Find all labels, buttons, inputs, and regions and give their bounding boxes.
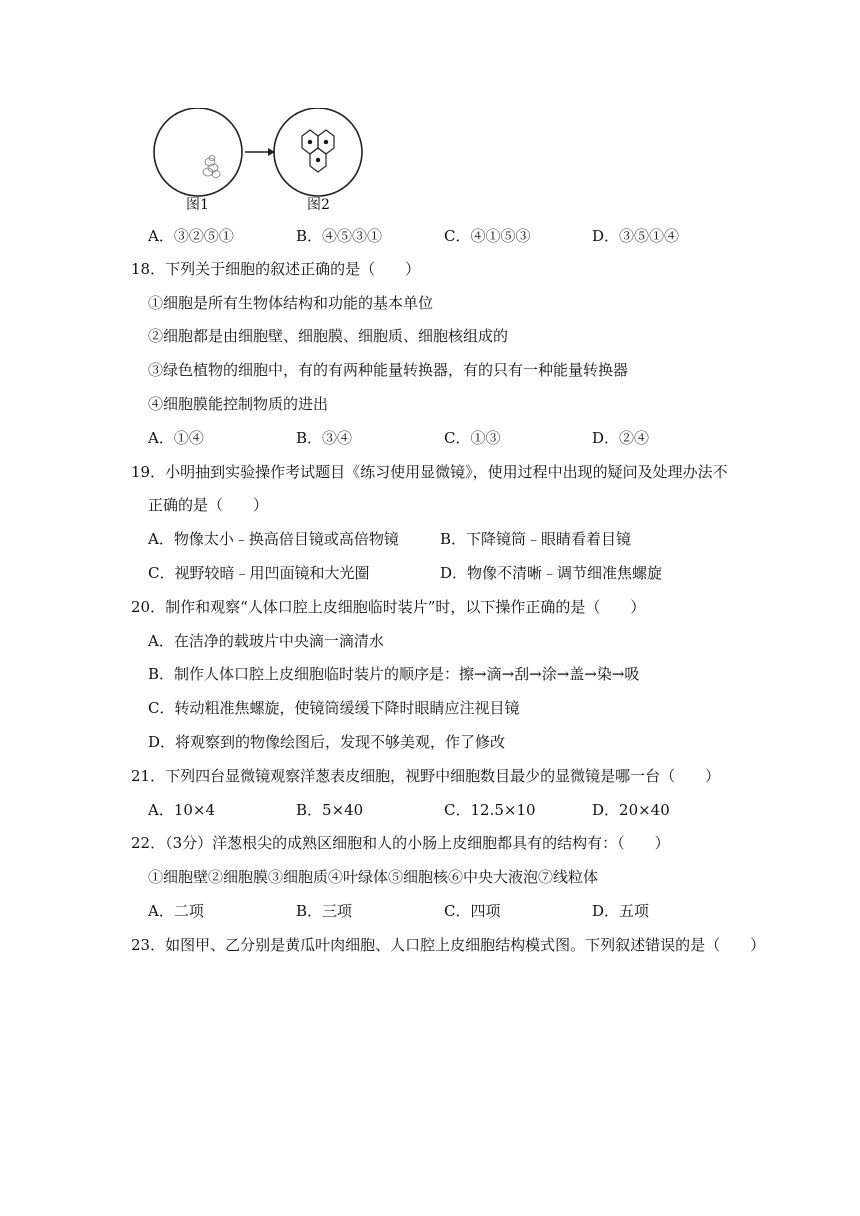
field-circle-2: [274, 108, 362, 196]
figure-label-2: 图2: [307, 197, 330, 213]
q20-option-b: B．制作人体口腔上皮细胞临时装片的顺序是：擦→滴→刮→涂→盖→染→吸: [148, 665, 640, 683]
q19-stem-line1: 19．小明抽到实验操作考试题目《练习使用显微镜》，使用过程中出现的疑问及处理办法不: [131, 463, 728, 481]
q22-option-c: C．四项: [444, 902, 501, 920]
q22-option-d: D．五项: [592, 902, 650, 920]
q19-option-c: C．视野较暗﹣用凹面镜和大光圈: [148, 564, 370, 582]
q17-option-a: A．③②⑤①: [148, 227, 234, 245]
q22-option-a: A．二项: [148, 902, 204, 920]
q20-option-a: A．在洁净的载玻片中央滴一滴清水: [148, 632, 384, 650]
clear-cells-icon: [302, 130, 334, 172]
q18-item-1: ①细胞是所有生物体结构和功能的基本单位: [148, 294, 434, 312]
q20-option-c: C．转动粗准焦螺旋，使镜筒缓缓下降时眼睛应注视目镜: [148, 699, 520, 717]
q18-stem: 18．下列关于细胞的叙述正确的是（ ）: [131, 260, 421, 278]
q23-stem: 23．如图甲、乙分别是黄瓜叶肉细胞、人口腔上皮细胞结构模式图。下列叙述错误的是（ ）: [131, 936, 766, 954]
q17-option-b: B．④⑤③①: [296, 227, 383, 245]
q22-stem: 22．（3分）洋葱根尖的成熟区细胞和人的小肠上皮细胞都具有的结构有：（ ）: [131, 834, 670, 852]
q20-option-d: D．将观察到的物像绘图后，发现不够美观，作了修改: [148, 733, 506, 751]
q21-option-b: B．5×40: [296, 801, 364, 819]
q21-stem: 21．下列四台显微镜观察洋葱表皮细胞，视野中细胞数目最少的显微镜是哪一台（ ）: [131, 767, 721, 785]
q19-stem-line2: 正确的是（ ）: [148, 496, 269, 514]
microscope-field-figure: [150, 108, 370, 218]
field-of-view-diagram: [150, 108, 370, 218]
q22-option-b: B．三项: [296, 902, 353, 920]
q19-option-d: D．物像不清晰﹣调节细准焦螺旋: [440, 564, 663, 582]
q17-option-c: C．④①⑤③: [444, 227, 531, 245]
q22-item-1: ①细胞壁②细胞膜③细胞质④叶绿体⑤细胞核⑥中央大液泡⑦线粒体: [148, 868, 599, 886]
q21-option-c: C．12.5×10: [444, 801, 536, 819]
q18-option-c: C．①③: [444, 429, 501, 447]
q18-option-d: D．②④: [592, 429, 650, 447]
figure-label-1: 图1: [186, 197, 209, 213]
q21-option-d: D．20×40: [592, 801, 670, 819]
q21-option-a: A．10×4: [148, 801, 216, 819]
q19-option-a: A．物像太小﹣换高倍目镜或高倍物镜: [148, 530, 399, 548]
q19-option-b: B．下降镜筒﹣眼睛看着目镜: [440, 530, 632, 548]
blurred-cells-icon: [203, 156, 220, 178]
q18-option-b: B．③④: [296, 429, 353, 447]
q20-stem: 20．制作和观察“人体口腔上皮细胞临时装片”时，以下操作正确的是（ ）: [131, 598, 646, 616]
q18-item-2: ②细胞都是由细胞壁、细胞膜、细胞质、细胞核组成的: [148, 327, 509, 345]
q18-item-4: ④细胞膜能控制物质的进出: [148, 395, 329, 413]
q18-option-a: A．①④: [148, 429, 204, 447]
q17-option-d: D．③⑤①④: [592, 227, 680, 245]
field-circle-1: [154, 108, 242, 196]
q18-item-3: ③绿色植物的细胞中，有的有两种能量转换器，有的只有一种能量转换器: [148, 361, 629, 379]
